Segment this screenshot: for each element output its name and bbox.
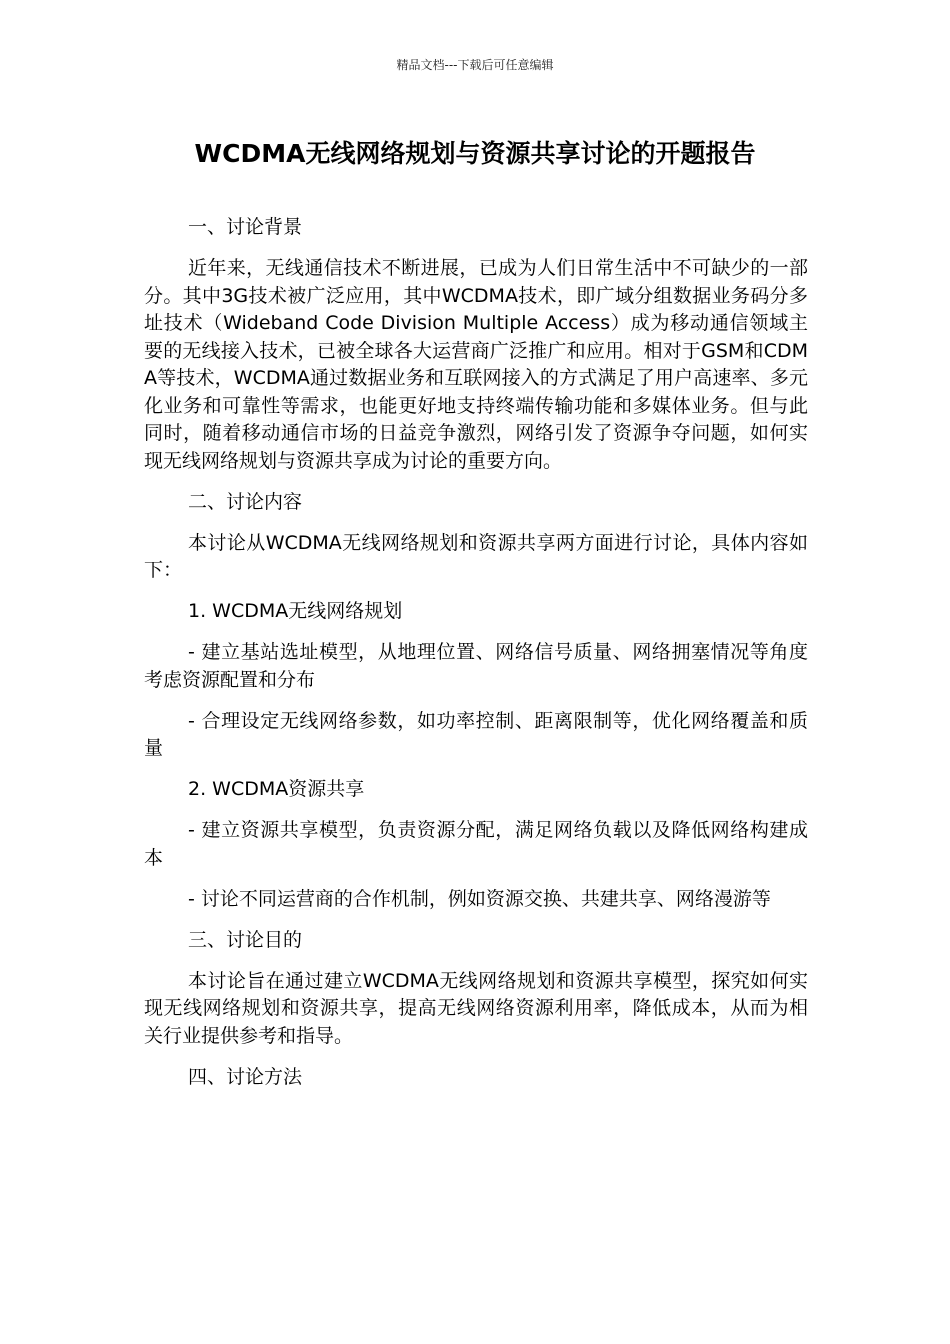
paragraph-purpose: 本讨论旨在通过建立WCDMA无线网络规划和资源共享模型，探究如何实现无线网络规划和资源共享，提高无线网络资源利用率，降低成本，从而为相关行业提供参考和指导。	[144, 969, 808, 1047]
list-item-sharing-model: - 建立资源共享模型，负责资源分配，满足网络负载以及降低网络构建成本	[144, 819, 808, 869]
section-heading-purpose: 三、讨论目的	[188, 928, 303, 951]
section-heading-background: 一、讨论背景	[188, 216, 303, 238]
document-title: WCDMA无线网络规划与资源共享讨论的开题报告	[194, 139, 756, 168]
document-body	[144, 214, 808, 1105]
list-item-cooperation: - 讨论不同运营商的合作机制，例如资源交换、共建共享、网络漫游等	[188, 887, 771, 910]
section-heading-content: 二、讨论内容	[188, 490, 303, 513]
list-item-network-parameters: - 合理设定无线网络参数，如功率控制、距离限制等，优化网络覆盖和质量	[144, 709, 808, 759]
section-heading-method: 四、讨论方法	[188, 1065, 303, 1088]
subheading-resource-sharing: 2. WCDMA资源共享	[188, 778, 365, 800]
paragraph-content-intro: 本讨论从WCDMA无线网络规划和资源共享两方面进行讨论，具体内容如下：	[144, 531, 808, 581]
paragraph-background: 近年来，无线通信技术不断进展，已成为人们日常生活中不可缺少的一部分。其中3G技术被广泛应用，其中WCDMA技术，即广域分组数据业务码分多址技术（Wideband Code Division Multiple Access）成为移动通信领域主要的无线接入技术，已被全球各大运营商广泛推广和应用。相对于GSM和CDMA等技术，WCDMA通过数据业务和互联网接入的方式满足了用户高速率、多元化业务和可靠性等需求，也能更好地支持终端传输功能和多媒体业务。但与此同时，随着移动通信市场的日益竞争激烈，网络引发了资源争夺问题，如何实现无线网络规划与资源共享成为讨论的重要方向。	[144, 257, 808, 472]
subheading-network-planning: 1. WCDMA无线网络规划	[188, 600, 403, 622]
header-note: 精品文档---下载后可任意编辑	[396, 58, 554, 72]
list-item-site-selection: - 建立基站选址模型，从地理位置、网络信号质量、网络拥塞情况等角度考虑资源配置和分布	[144, 641, 808, 691]
